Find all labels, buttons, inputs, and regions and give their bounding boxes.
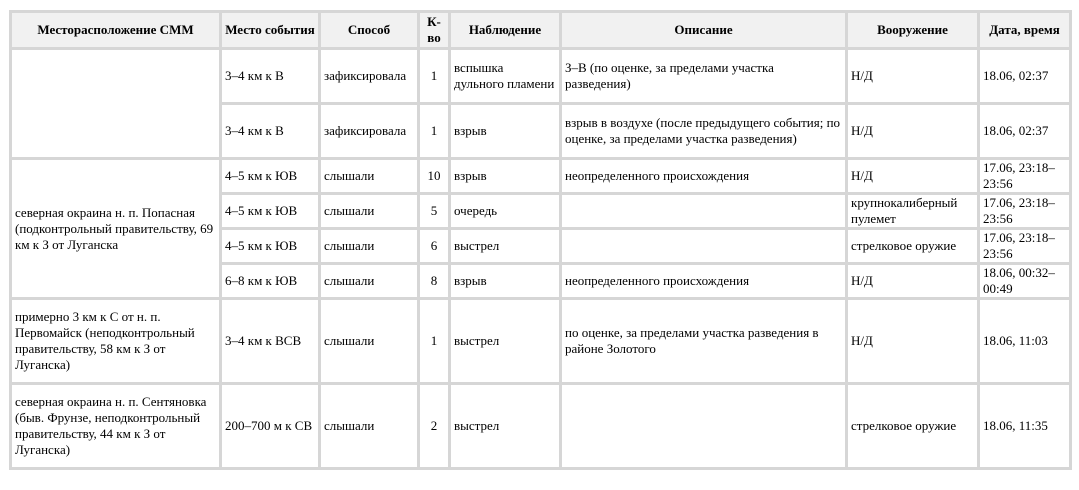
observation-cell: выстрел (451, 230, 559, 262)
event-place-cell: 3–4 км к В (222, 105, 318, 157)
datetime-cell: 18.06, 02:37 (980, 50, 1069, 102)
table-row (12, 50, 1069, 102)
observation-cell: взрыв (451, 160, 559, 192)
count-cell: 8 (420, 265, 448, 297)
datetime-cell: 17.06, 23:18–23:56 (980, 230, 1069, 262)
count-cell: 5 (420, 195, 448, 227)
description-cell: неопределенного происхождения (562, 265, 845, 297)
method-cell: слышали (321, 300, 417, 382)
smm-location-cell: примерно 3 км к С от н. п. Первомайск (неподконтрольный правительству, 58 км к З от Луганска) (12, 300, 219, 382)
observation-cell: выстрел (451, 300, 559, 382)
method-cell: слышали (321, 160, 417, 192)
method-cell: слышали (321, 195, 417, 227)
description-cell (562, 195, 845, 227)
event-place-cell: 4–5 км к ЮВ (222, 230, 318, 262)
description-cell: неопределенного происхождения (562, 160, 845, 192)
weapon-cell: стрелковое оружие (848, 230, 977, 262)
event-place-cell: 3–4 км к В (222, 50, 318, 102)
count-cell: 1 (420, 105, 448, 157)
report-table-container (9, 10, 1072, 470)
weapon-cell: стрелковое оружие (848, 385, 977, 467)
weapon-cell: Н/Д (848, 105, 977, 157)
weapon-cell: крупнокалиберный пулемет (848, 195, 977, 227)
smm-location-cell (12, 50, 219, 157)
description-cell: взрыв в воздухе (после предыдущего события; по оценке, за пределами участка разведения) (562, 105, 845, 157)
event-place-cell: 6–8 км к ЮВ (222, 265, 318, 297)
description-cell: по оценке, за пределами участка разведения в районе Золотого (562, 300, 845, 382)
header-method: Способ (321, 13, 417, 47)
count-cell: 10 (420, 160, 448, 192)
observation-cell: выстрел (451, 385, 559, 467)
description-cell: З–В (по оценке, за пределами участка разведения) (562, 50, 845, 102)
description-cell (562, 230, 845, 262)
header-observation: Наблюдение (451, 13, 559, 47)
header-weapon: Вооружение (848, 13, 977, 47)
observation-cell: взрыв (451, 265, 559, 297)
observation-cell: вспышка дульного пламени (451, 50, 559, 102)
count-cell: 1 (420, 300, 448, 382)
weapon-cell: Н/Д (848, 160, 977, 192)
datetime-cell: 17.06, 23:18–23:56 (980, 160, 1069, 192)
method-cell: слышали (321, 265, 417, 297)
event-place-cell: 3–4 км к ВСВ (222, 300, 318, 382)
method-cell: слышали (321, 230, 417, 262)
method-cell: зафиксировала (321, 105, 417, 157)
method-cell: слышали (321, 385, 417, 467)
count-cell: 1 (420, 50, 448, 102)
weapon-cell: Н/Д (848, 50, 977, 102)
header-description: Описание (562, 13, 845, 47)
datetime-cell: 18.06, 00:32–00:49 (980, 265, 1069, 297)
smm-location-cell: северная окраина н. п. Сентяновка (быв. Фрунзе, неподконтрольный правительству, 44 км к З от Луганска) (12, 385, 219, 467)
table-row (12, 385, 1069, 467)
header-datetime: Дата, время (980, 13, 1069, 47)
count-cell: 2 (420, 385, 448, 467)
datetime-cell: 18.06, 11:35 (980, 385, 1069, 467)
description-cell (562, 385, 845, 467)
weapon-cell: Н/Д (848, 265, 977, 297)
weapon-cell: Н/Д (848, 300, 977, 382)
ceasefire-violations-table (9, 10, 1072, 470)
count-cell: 6 (420, 230, 448, 262)
smm-location-cell: северная окраина н. п. Попасная (подконтрольный правительству, 69 км к З от Луганска (12, 160, 219, 297)
observation-cell: взрыв (451, 105, 559, 157)
datetime-cell: 17.06, 23:18–23:56 (980, 195, 1069, 227)
event-place-cell: 200–700 м к СВ (222, 385, 318, 467)
method-cell: зафиксировала (321, 50, 417, 102)
table-row (12, 160, 1069, 192)
header-event-place: Место события (222, 13, 318, 47)
header-count: К-во (420, 13, 448, 47)
event-place-cell: 4–5 км к ЮВ (222, 195, 318, 227)
datetime-cell: 18.06, 02:37 (980, 105, 1069, 157)
observation-cell: очередь (451, 195, 559, 227)
table-row (12, 300, 1069, 382)
datetime-cell: 18.06, 11:03 (980, 300, 1069, 382)
event-place-cell: 4–5 км к ЮВ (222, 160, 318, 192)
header-smm-location: Месторасположение СММ (12, 13, 219, 47)
table-header-row (12, 13, 1069, 47)
